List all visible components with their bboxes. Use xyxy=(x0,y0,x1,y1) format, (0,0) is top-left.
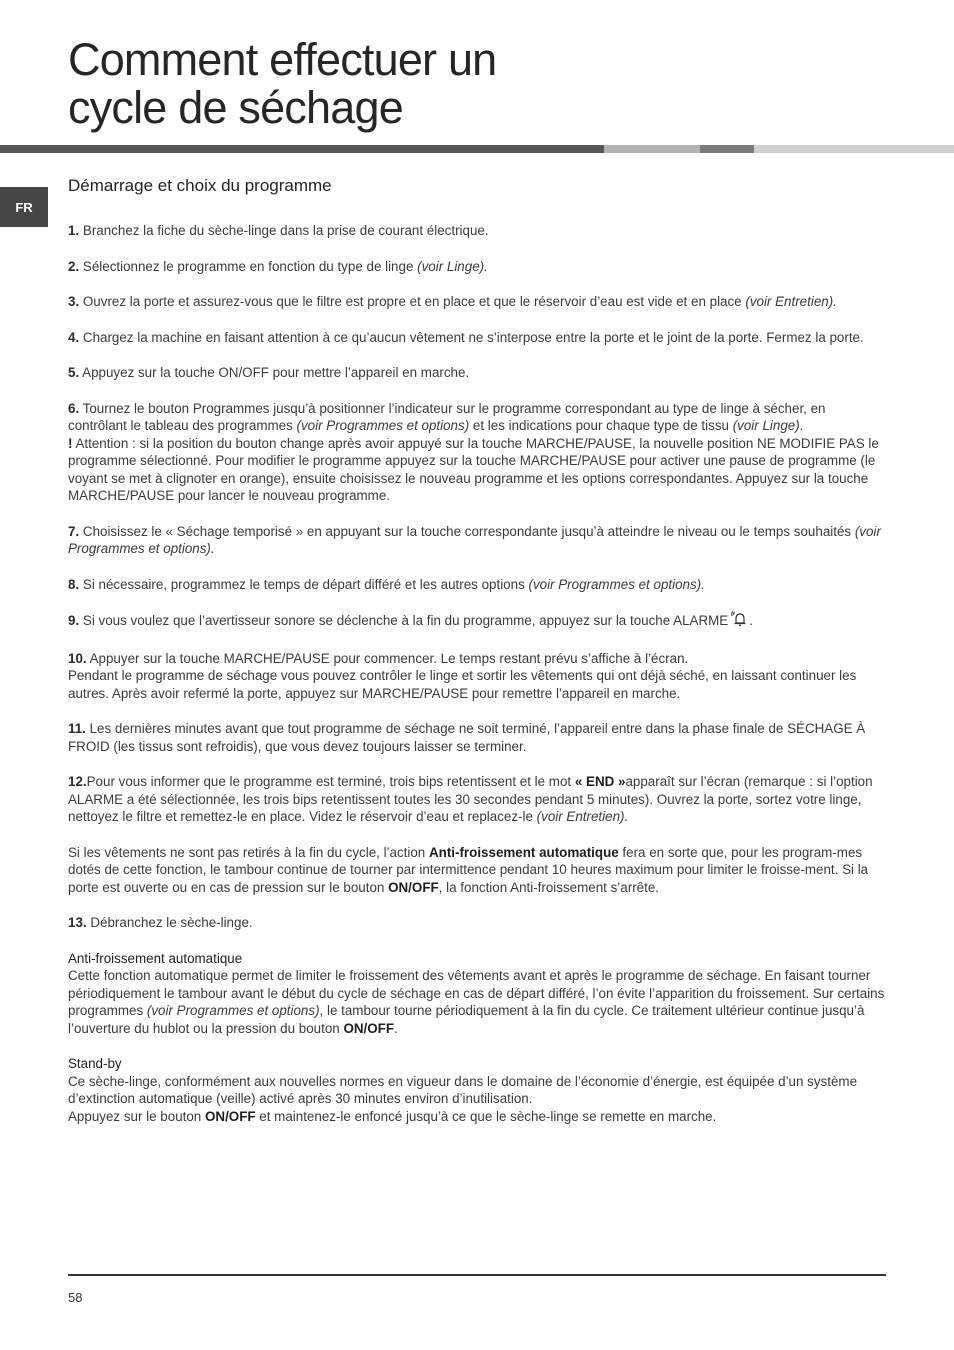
instructions xyxy=(68,222,888,1125)
standby-section: Stand-by Ce sèche-linge, conformément aux nouvelles normes en vigueur dans le domaine de l’économie d’énergie, est équipée d’un système d’extinction automatique (veille) activé après 30 minutes environ d’inutilisation. Appuyez sur le bouton ON/OFF et maintenez-le enfoncé jusqu’à ce que le sèche-linge se remette en marche. xyxy=(68,1055,888,1125)
anti-crease-heading: Anti-froissement automatique xyxy=(68,950,243,966)
anti-crease-note: Si les vêtements ne sont pas retirés à la fin du cycle, l’action Anti-froissement automatique fera en sorte que, pour les program-mes dotés de cette fonction, le tambour continue de tourner par intermittence pendant 10 heures maximum pour limiter le froisse-ment. Si la porte est ouverte ou en cas de pression sur le bouton ON/OFF, la fonction Anti-froissement s’arrête. xyxy=(68,844,869,895)
anti-crease-section: Anti-froissement automatique Cette fonction automatique permet de limiter le froissement des vêtements avant et après le programme de séchage. En faisant tourner périodiquement le tambour avant le début du cycle de séchage en cas de départ différé, l’on évite l’apparition du froissement. Sur certains programmes (voir Programmes et options), le tambour tourne périodiquement à la fin du cycle. Ce traitement ultérieur continue jusqu’à l’ouverture du hublot ou la pression du bouton ON/OFF. xyxy=(68,950,888,1038)
page-title-line-1: Comment effectuer un xyxy=(68,34,497,85)
step-3: 3. Ouvrez la porte et assurez-vous que le filtre est propre et en place et que le réservoir d’eau est vide et en place (voir Entretien). xyxy=(68,294,837,309)
section-heading: Démarrage et choix du programme xyxy=(68,176,332,195)
language-tab: FR xyxy=(0,187,48,227)
step-9: 9. Si vous voulez que l’avertisseur sonore se déclenche à la fin du programme, appuyez sur la touche ALARME . xyxy=(68,611,888,632)
header-rule-dark xyxy=(0,145,604,153)
page-number: 58 xyxy=(68,1290,83,1305)
step-1: 1. Branchez la fiche du sèche-linge dans la prise de courant électrique. xyxy=(68,223,489,238)
step-13: 13. Débranchez le sèche-linge. xyxy=(68,915,253,930)
header-rule-light-end xyxy=(754,145,954,153)
page-title-line-2: cycle de séchage xyxy=(68,82,403,133)
footer-rule xyxy=(68,1274,886,1276)
step-4: 4. Chargez la machine en faisant attention à ce qu’aucun vêtement ne s’interpose entre la porte et le joint de la porte. Fermez la porte. xyxy=(68,329,864,345)
step-10: 10. Appuyer sur la touche MARCHE/PAUSE pour commencer. Le temps restant prévu s’affiche à l’écran. Pendant le programme de séchage vous pouvez contrôler le linge et sortir les vêtements qui ont déjà séché, en laissant continuer les autres. Après avoir refermé la porte, appuyez sur MARCHE/PAUSE pour remettre l’appareil en marche. xyxy=(68,650,857,701)
step-8: 8. Si nécessaire, programmez le temps de départ différé et les autres options (voir Programmes et options). xyxy=(68,576,705,592)
warning-text: Attention : si la position du bouton change après avoir appuyé sur la touche MARCHE/PAUSE, la nouvelle position NE MODIFIE PAS le programme sélectionné. Pour modifier le programme appuyez sur la touche MARCHE/PAUSE pour activer une pause de programme (le voyant se met à clignoter en orange), ensuite choisissez le nouveau programme et les options correspondantes. Appuyez sur la touche MARCHE/PAUSE pour lancer le nouveau programme. xyxy=(68,435,879,503)
page-title xyxy=(68,36,496,132)
step-11: 11. Les dernières minutes avant que tout programme de séchage ne soit terminé, l’appareil entre dans la phase finale de SÉCHAGE À FROID (les tissus sont refroidis), que vous devez toujours laisser se terminer. xyxy=(68,721,866,754)
warning-mark: ! xyxy=(68,435,73,451)
step-7: 7. Choisissez le « Séchage temporisé » en appuyant sur la touche correspondante jusqu’à atteindre le niveau ou le temps souhaités (voir Programmes et options). xyxy=(68,523,881,556)
step-6: 6. Tournez le bouton Programmes jusqu’à positionner l’indicateur sur le programme correspondant au type de linge à sécher, en contrôlant le tableau des programmes (voir Programmes et options) et les indications pour chaque type de tissu (voir Linge). ! Attention : si la position du bouton change après avoir appuyé sur la touche MARCHE/PAUSE, la nouvelle position NE MODIFIE PAS le programme sélectionné. Pour modifier le programme appuyez sur la touche MARCHE/PAUSE pour activer une pause de programme (le voyant se met à clignoter en orange), ensuite choisissez le nouveau programme et les options correspondantes. Appuyez sur la touche MARCHE/PAUSE pour lancer le nouveau programme. xyxy=(68,400,879,503)
step-2: 2. Sélectionnez le programme en fonction du type de linge (voir Linge). xyxy=(68,258,488,274)
header-rule-light xyxy=(604,145,700,153)
header-rule-mid xyxy=(700,145,754,153)
step-5: 5. Appuyez sur la touche ON/OFF pour mettre l’appareil en marche. xyxy=(68,365,470,380)
step-12: 12.Pour vous informer que le programme est terminé, trois bips retentissent et le mot « END »apparaît sur l’écran (remarque : si l’option ALARME a été sélectionnée, les trois bips retentissent toutes les 30 secondes pendant 5 minutes). Ouvrez la porte, sortez votre linge, nettoyez le filtre et remettez-le en place. Videz le réservoir d’eau et replacez-le (voir Entretien). xyxy=(68,774,873,824)
standby-heading: Stand-by xyxy=(68,1056,122,1071)
bell-alarm-icon xyxy=(731,611,749,632)
